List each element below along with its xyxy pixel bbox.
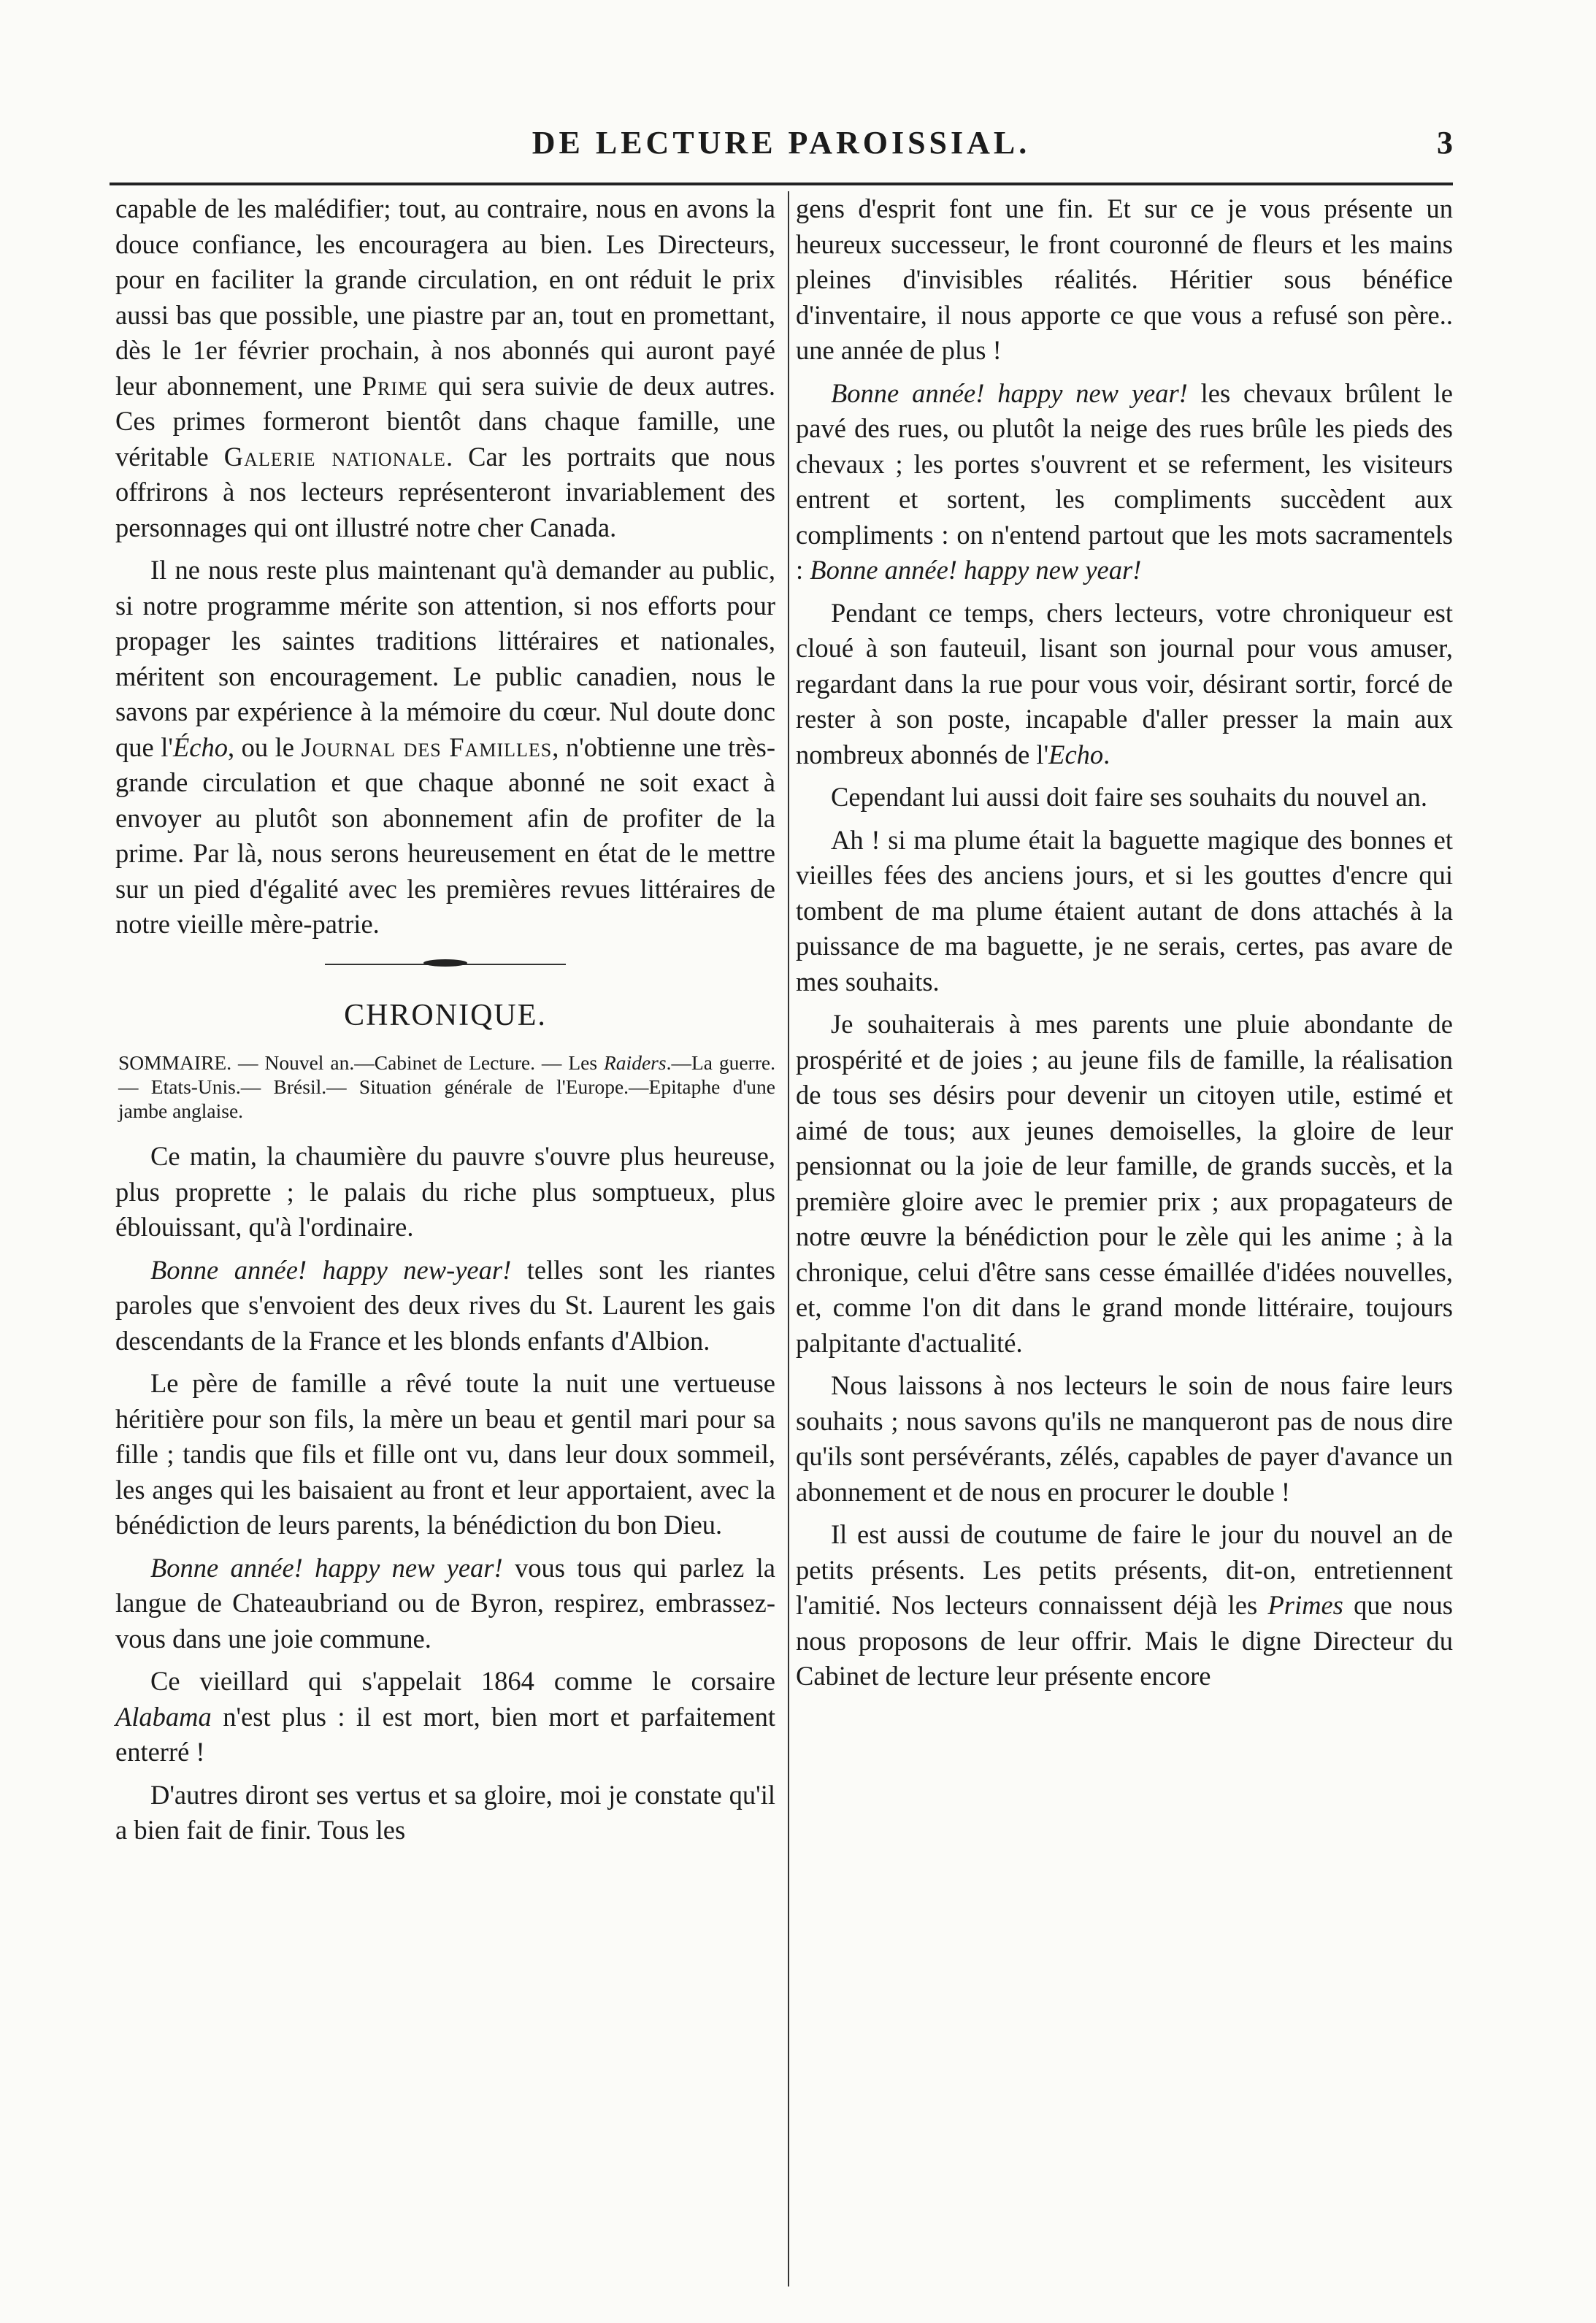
running-title: DE LECTURE PAROISSIAL. <box>532 125 1031 161</box>
chronique-heading: CHRONIQUE. <box>344 998 547 1032</box>
paragraph: Bonne année! happy new year! les chevaux brûlent le pavé des rues, ou plutôt la neige des rues brûle les pieds des chevaux ; les portes s'ouvrent et se referment, les visiteurs entrent et sortent, les compliments succèdent aux compliments : on n'entend partout que les mots sacramentels : Bonne année! happy new year! <box>796 377 1453 585</box>
paragraph: Bonne année! happy new-year! telles sont les riantes paroles que s'envoient des deux rives du St. Laurent les gais descendants de la France et les blonds enfants d'Albion. <box>115 1254 775 1356</box>
right-column <box>796 191 1453 1702</box>
paragraph: Cependant lui aussi doit faire ses souhaits du nouvel an. <box>831 782 1428 812</box>
section-ornament <box>325 961 566 967</box>
paragraph: Il est aussi de coutume de faire le jour du nouvel an de petits présents. Les petits présents, dit-on, entretiennent l'amitié. Nos lecteurs connaissent déjà les Primes que nous nous proposons de leur offrir. Mais le digne Directeur du Cabinet de lecture leur présente encore <box>796 1519 1453 1691</box>
page-header <box>110 118 1453 169</box>
paragraph: D'autres diront ses vertus et sa gloire, moi je constate qu'il a bien fait de finir. Tous les <box>115 1779 775 1845</box>
left-column <box>115 191 775 1856</box>
header-rule <box>110 183 1453 185</box>
column-divider <box>788 191 789 2286</box>
paragraph: Pendant ce temps, chers lecteurs, votre chroniqueur est cloué à son fauteuil, lisant son journal pour vous amuser, regardant dans la rue pour vous voir, désirant sortir, forcé de rester à son poste, incapable d'aller presser la main aux nombreux abonnés de l'Echo. <box>796 597 1453 769</box>
paragraph: gens d'esprit font une fin. Et sur ce je vous présente un heureux successeur, le front couronné de fleurs et les mains pleines d'invisibles réalités. Héritier sous bénéfice d'inventaire, il nous apporte ce que vous a refusé son père.. une année de plus ! <box>796 193 1453 365</box>
paragraph: Nous laissons à nos lecteurs le soin de nous faire leurs souhaits ; nous savons qu'ils ne manqueront pas de nous dire qu'ils sont persévérants, zélés, capables de payer d'avance un abonnement et de nous en procurer le double ! <box>796 1370 1453 1507</box>
paragraph: Le père de famille a rêvé toute la nuit une vertueuse héritière pour son fils, la mère un beau et gentil mari pour sa fille ; tandis que fils et fille ont vu, dans leur doux sommeil, les anges qui les baisaient au front et leur apportaient, avec la bénédiction de leurs parents, la bénédiction du bon Dieu. <box>115 1368 775 1540</box>
paragraph: Ah ! si ma plume était la baguette magique des bonnes et vieilles fées des anciens jours, et si les gouttes d'encre qui tombent de ma plume étaient autant de dons attachés à la puissance de ma baguette, je ne serais, certes, pas avare de mes souhaits. <box>796 824 1453 997</box>
paragraph: capable de les malédifier; tout, au contraire, nous en avons la douce confiance, les encouragera au bien. Les Directeurs, pour en faciliter la grande circulation, en ont réduit le prix aussi bas que possible, une piastre par an, tout en promettant, dès le 1er février prochain, à nos abonnés qui auront payé leur abonnement, une Prime qui sera suivie de deux autres. Ces primes formeront bientôt dans chaque famille, une véritable Galerie nationale. Car les portraits que nous offrirons à nos lecteurs représenteront invariablement des personnages qui ont illustré notre cher Canada. <box>115 193 775 542</box>
paragraph: Il ne nous reste plus maintenant qu'à demander au public, si notre programme mérite son attention, si nos efforts pour propager les saintes traditions littéraires et nationales, méritent son encouragement. Le public canadien, nous le savons par expérience à la mémoire du cœur. Nul doute donc que l'Écho, ou le Journal des Familles, n'obtienne une très-grande circulation et que chaque abonné ne soit exact à envoyer au plutôt son abonnement afin de profiter de la prime. Par là, nous serons heureusement en état de le mettre sur un pied d'égalité avec les premières revues littéraires de notre vieille mère-patrie. <box>115 555 776 939</box>
paragraph: Je souhaiterais à mes parents une pluie abondante de prospérité et de joies ; au jeune fils de famille, la réalisation de tous ses désirs pour devenir un citoyen utile, estimé et aimé de tous; aux jeunes demoiselles, la gloire de leur pensionnat ou la joie de leur famille, de grands succès, et la première gloire avec le premier prix ; aux propagateurs de notre œuvre la bénédiction pour le zèle qui les anime ; à la chronique, celui d'être sans cesse émaillée d'idées nouvelles, et, comme l'on dit dans le grand monde littéraire, toujours palpitante d'actualité. <box>796 1009 1453 1358</box>
sommaire: SOMMAIRE. — Nouvel an.—Cabinet de Lecture. — Les Raiders.—La guerre.— Etats-Unis.— Brésil.— Situation générale de l'Europe.—Epitaphe d'une jambe anglaise. <box>118 1051 775 1122</box>
paragraph: Ce matin, la chaumière du pauvre s'ouvre plus heureuse, plus proprette ; le palais du riche plus somptueux, plus éblouissant, qu'à l'ordinaire. <box>115 1141 775 1242</box>
page-number: 3 <box>1437 125 1453 161</box>
paragraph: Bonne année! happy new year! vous tous qui parlez la langue de Chateaubriand ou de Byron, respirez, embrassez-vous dans une joie commune. <box>115 1552 775 1654</box>
paragraph: Ce vieillard qui s'appelait 1864 comme le corsaire Alabama n'est plus : il est mort, bien mort et parfaitement enterré ! <box>115 1666 775 1767</box>
